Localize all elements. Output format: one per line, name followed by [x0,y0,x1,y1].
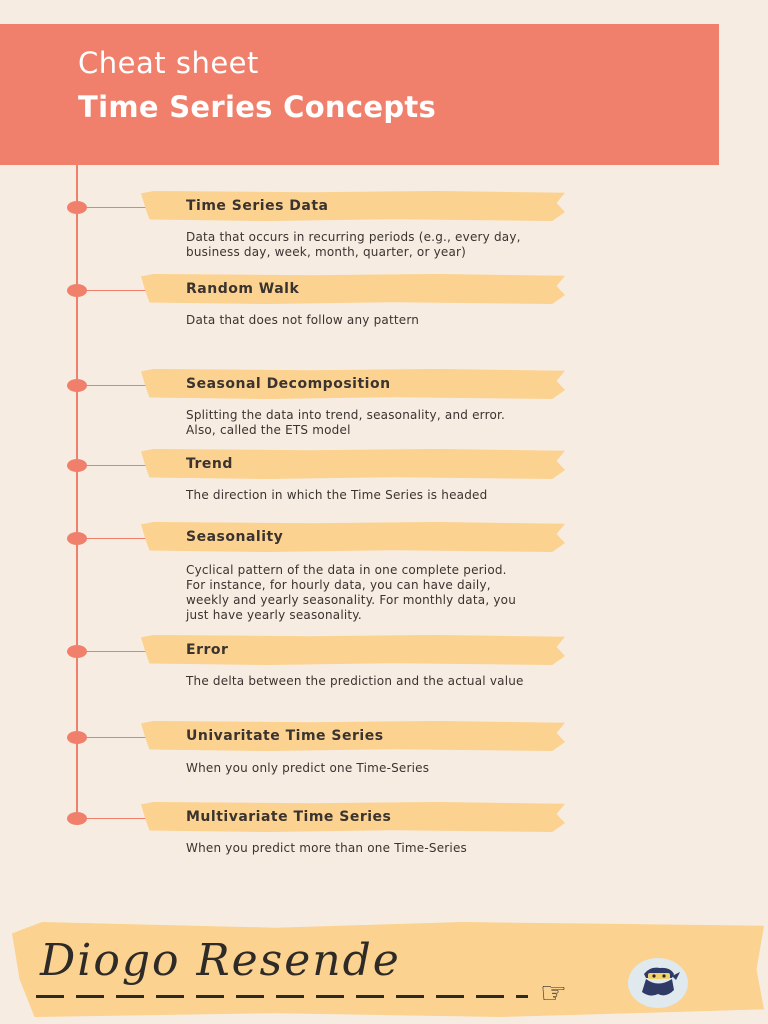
item-description: Cyclical pattern of the data in one complete period. For instance, for hourly data, you can have daily, weekly and yearly seasonality. For monthly data, you just have yearly seasonality. [186,563,516,622]
item-description: When you only predict one Time-Series [186,761,430,775]
item-label: Error [186,642,229,658]
timeline-connector [85,737,147,738]
timeline-dot [67,284,87,297]
item-label: Multivariate Time Series [186,809,392,825]
author-signature: Diogo Resende [40,935,401,986]
timeline-connector [85,465,147,466]
timeline-line [76,165,78,820]
page-subtitle: Cheat sheet [78,46,259,80]
header-banner [0,24,719,165]
timeline-connector [85,385,147,386]
timeline-dot [67,532,87,545]
item-label: Random Walk [186,281,300,297]
timeline-dot [67,812,87,825]
timeline-dot [67,201,87,214]
ninja-avatar-icon [628,958,688,1008]
timeline-connector [85,207,147,208]
timeline-dot [67,459,87,472]
item-description: The direction in which the Time Series is headed [186,488,488,502]
timeline-connector [85,818,147,819]
item-label: Seasonal Decomposition [186,376,391,392]
item-description: Data that does not follow any pattern [186,313,420,327]
timeline-dot [67,379,87,392]
timeline-connector [85,290,147,291]
item-label: Time Series Data [186,198,329,214]
timeline-connector [85,651,147,652]
timeline-connector [85,538,147,539]
item-label: Trend [186,456,233,472]
signature-underline [36,995,528,998]
item-description: Splitting the data into trend, seasonality, and error. Also, called the ETS model [186,408,506,437]
item-label: Univaritate Time Series [186,728,384,744]
item-label: Seasonality [186,529,284,545]
pointing-hand-icon: ☞ [540,976,567,1011]
timeline-dot [67,645,87,658]
item-description: Data that occurs in recurring periods (e.g., every day, business day, week, month, quarter, or year) [186,230,521,259]
item-description: The delta between the prediction and the actual value [186,674,524,688]
item-description: When you predict more than one Time-Series [186,841,468,855]
timeline-dot [67,731,87,744]
page-title: Time Series Concepts [78,90,437,124]
